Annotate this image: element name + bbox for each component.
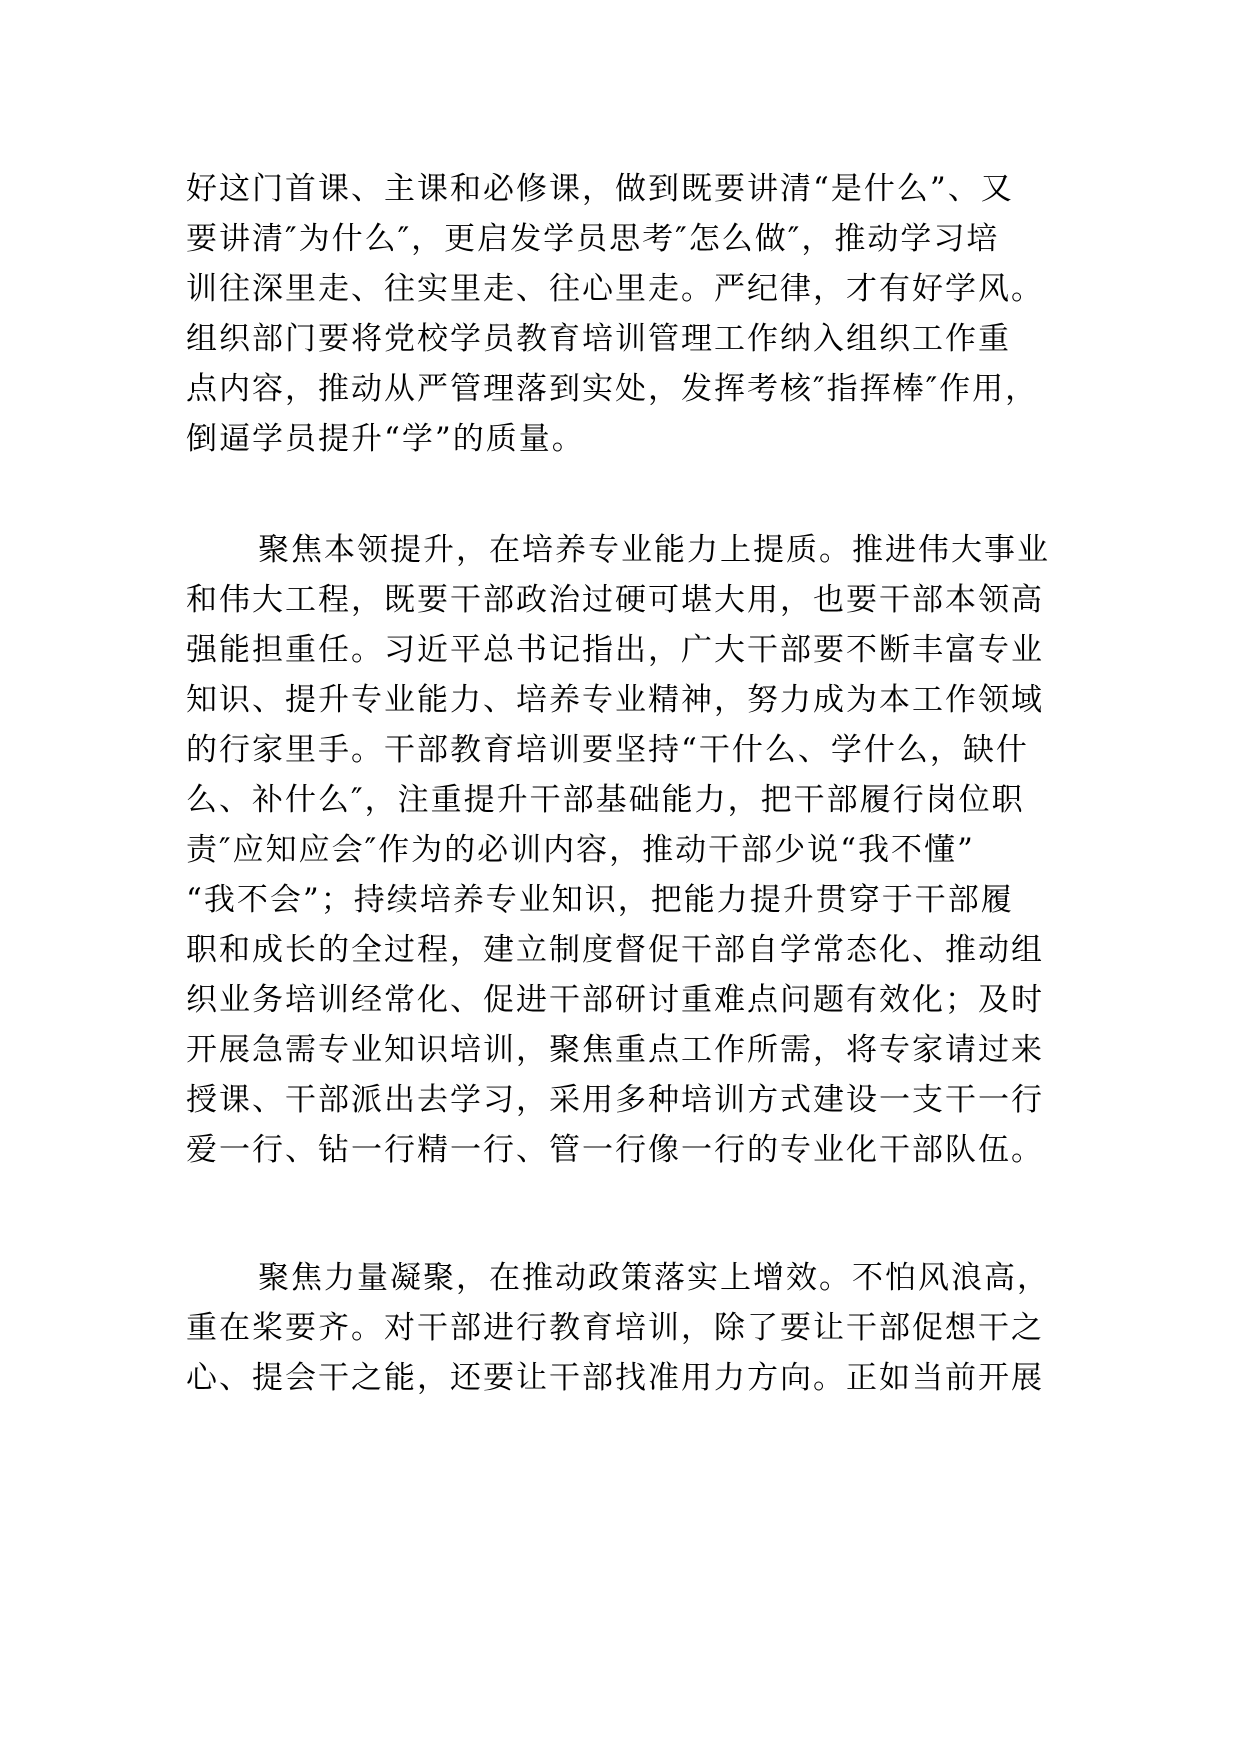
paragraph-line: 授课、干部派出去学习，采用多种培训方式建设一支干一行 <box>186 1082 1044 1118</box>
paragraph-line: 点内容，推动从严管理落到实处，发挥考核″指挥棒″作用， <box>186 371 1039 407</box>
paragraph-line: 知识、提升专业能力、培养专业精神，努力成为本工作领域 <box>186 682 1044 718</box>
paragraph-line: 强能担重任。习近平总书记指出，广大干部要不断丰富专业 <box>186 632 1044 668</box>
paragraph-line: 织业务培训经常化、促进干部研讨重难点问题有效化；及时 <box>186 982 1044 1018</box>
paragraph-line: 的行家里手。干部教育培训要坚持“干什么、学什么，缺什 <box>186 732 1029 768</box>
paragraph-line: 要讲清″为什么″，更启发学员思考″怎么做″，推动学习培 <box>186 221 1000 257</box>
paragraph-line: 职和成长的全过程，建立制度督促干部自学常态化、推动组 <box>186 932 1044 968</box>
paragraph-line: 组织部门要将党校学员教育培训管理工作纳入组织工作重 <box>186 321 1011 357</box>
paragraph-3 <box>186 1253 1086 1403</box>
paragraph-line: 聚焦本领提升，在培养专业能力上提质。推进伟大事业 <box>258 532 1050 568</box>
paragraph-2 <box>186 525 1086 1175</box>
paragraph-line: 心、提会干之能，还要让干部找准用力方向。正如当前开展 <box>186 1360 1044 1396</box>
paragraph-line: 重在桨要齐。对干部进行教育培训，除了要让干部促想干之 <box>186 1310 1044 1346</box>
paragraph-line: 好这门首课、主课和必修课，做到既要讲清“是什么”、又 <box>186 171 1014 207</box>
paragraph-line: 开展急需专业知识培训，聚焦重点工作所需，将专家请过来 <box>186 1032 1044 1068</box>
paragraph-line: 么、补什么″，注重提升干部基础能力，把干部履行岗位职 <box>186 782 1025 818</box>
paragraph-line: 和伟大工程，既要干部政治过硬可堪大用，也要干部本领高 <box>186 582 1044 618</box>
paragraph-line: 责″应知应会″作为的必训内容，推动干部少说“我不懂” <box>186 832 975 868</box>
paragraph-1 <box>186 164 1086 464</box>
paragraph-line: “我不会”；持续培养专业知识，把能力提升贯穿于干部履 <box>186 882 1014 918</box>
paragraph-line: 倒逼学员提升“学”的质量。 <box>186 421 585 457</box>
paragraph-line: 爱一行、钻一行精一行、管一行像一行的专业化干部队伍。 <box>186 1132 1044 1168</box>
paragraph-line: 聚焦力量凝聚，在推动政策落实上增效。不怕风浪高， <box>258 1260 1050 1296</box>
paragraph-line: 训往深里走、往实里走、往心里走。严纪律，才有好学风。 <box>186 271 1044 307</box>
